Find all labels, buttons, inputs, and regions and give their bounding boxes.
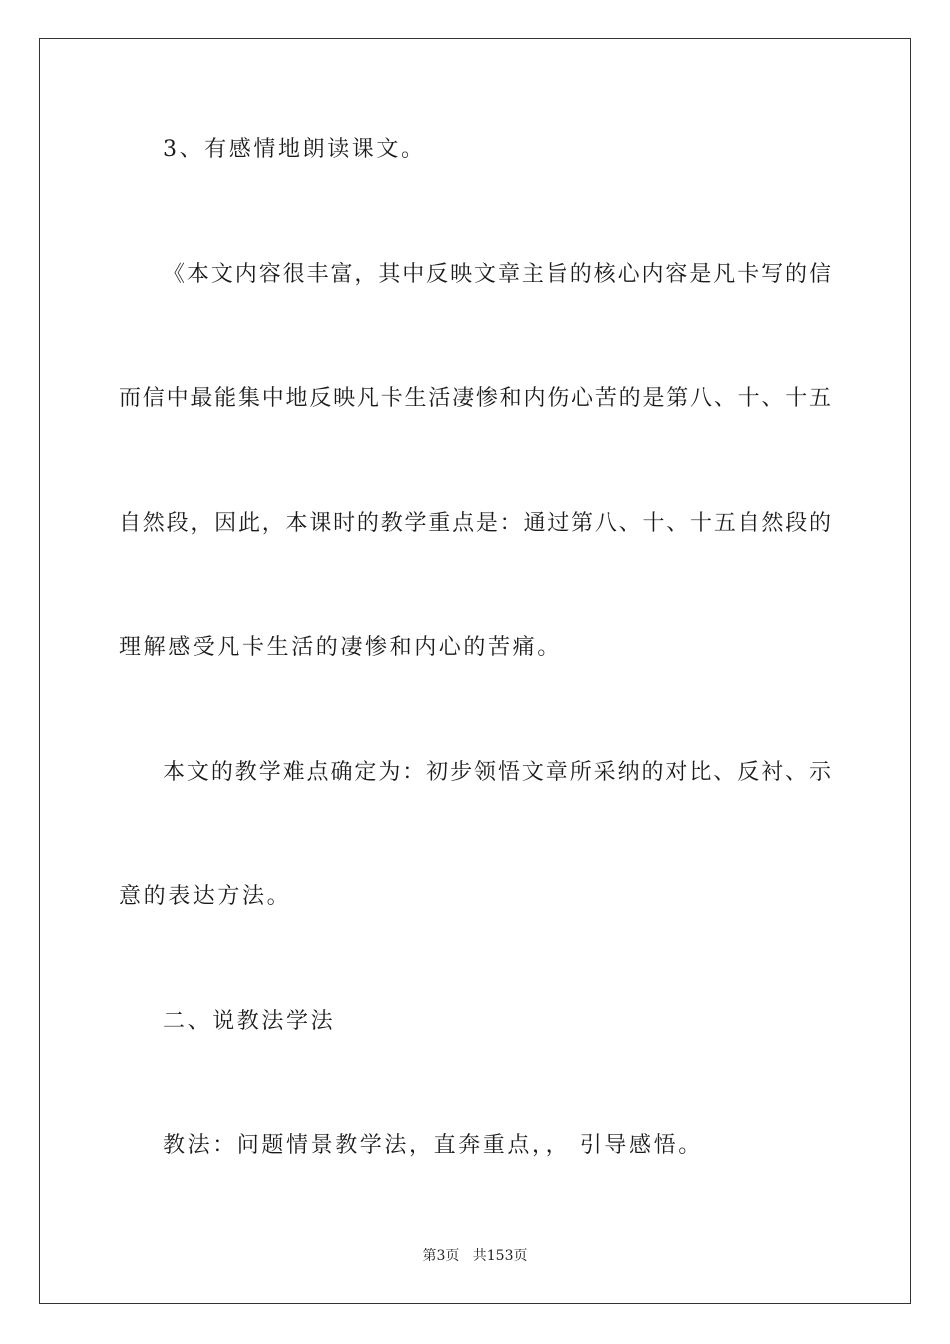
page-footer (0, 1247, 950, 1265)
paragraph-line-2: 《本文内容很丰富，其中反映文章主旨的核心内容是凡卡写的信 (163, 262, 831, 287)
page-number: 第3页 (422, 1248, 460, 1264)
paragraph-line-9: 教法：问题情景教学法，直奔重点，， 引导感悟。 (163, 1133, 703, 1158)
total-pages: 共153页 (472, 1248, 528, 1264)
paragraph-line-7: 意的表达方法。 (119, 884, 292, 909)
page-frame (39, 38, 911, 1304)
paragraph-line-3: 而信中最能集中地反映凡卡生活凄惨和内伤心苦的是第八、十、十五 (119, 386, 831, 411)
paragraph-line-5: 理解感受凡卡生活的凄惨和内心的苦痛。 (119, 635, 562, 660)
paragraph-line-1: 3、有感情地朗读课文。 (163, 137, 426, 162)
paragraph-line-4: 自然段，因此，本课时的教学重点是：通过第八、十、十五自然段的 (119, 511, 831, 536)
section-heading: 二、说教法学法 (163, 1009, 336, 1034)
paragraph-line-6: 本文的教学难点确定为：初步领悟文章所采纳的对比、反衬、示 (163, 760, 831, 785)
